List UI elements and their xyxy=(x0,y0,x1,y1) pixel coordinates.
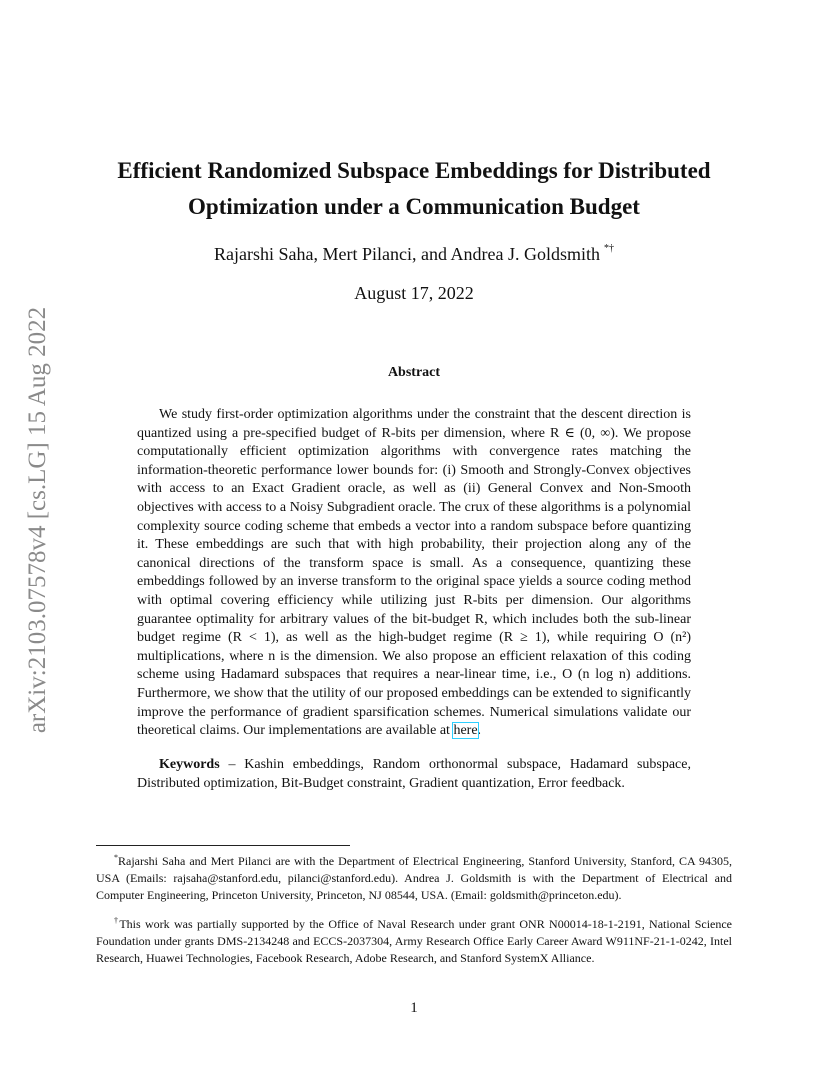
footnote-1-mark: * xyxy=(114,853,118,862)
abstract-heading: Abstract xyxy=(387,365,441,380)
author-footnote-marks: *† xyxy=(603,243,614,254)
footnote-2 xyxy=(96,912,732,968)
paper-title xyxy=(90,153,738,225)
title-line-2: Optimization under a Communication Budget xyxy=(188,194,640,219)
abstract-body xyxy=(137,406,691,741)
paper-date: August 17, 2022 xyxy=(354,283,474,303)
author-list xyxy=(90,243,738,265)
keywords-text: – Kashin embeddings, Random orthonormal subspace, Hadamard subspace, Distributed optimization, Bit-Budget constraint, Gradient quantization, Error feedback. xyxy=(137,757,691,791)
implementation-link[interactable]: here xyxy=(453,723,478,739)
arxiv-identifier: arXiv:2103.07578v4 [cs.LG] 15 Aug 2022 xyxy=(24,306,51,734)
title-line-1: Efficient Randomized Subspace Embeddings for Distributed xyxy=(117,158,711,183)
footnote-1 xyxy=(96,849,732,905)
author-names: Rajarshi Saha, Mert Pilanci, and Andrea J. Goldsmith xyxy=(214,244,600,264)
keywords-paragraph xyxy=(137,756,691,793)
footnote-divider xyxy=(96,845,350,846)
abstract-end: . xyxy=(477,723,482,739)
footnote-1-text: Rajarshi Saha and Mert Pilanci are with the Department of Electrical Engineering, Stanford University, Stanford, CA 94305, USA (Emails: rajsaha@stanford.edu, pilanci@stanford.edu). Andrea J. Goldsmith is with the Department of Electrical and Computer Engineering, Princeton University, Princeton, NJ 08544, USA. (Email: goldsmith@princeton.edu). xyxy=(96,854,732,903)
page-number: 1 xyxy=(410,1000,418,1016)
footnote-2-mark: † xyxy=(114,916,120,925)
keywords-label: Keywords xyxy=(159,757,220,772)
arxiv-sidebar-stamp xyxy=(18,280,58,760)
abstract-text: We study first-order optimization algorithms under the constraint that the descent direction is quantized using a pre-specified budget of R-bits per dimension, where R ∈ (0, ∞). We propose computationally efficient optimization algorithms with convergence rates matching the information-theoretic performance lower bounds for: (i) Smooth and Strongly-Convex objectives with access to an Exact Gradient oracle, as well as (ii) General Convex and Non-Smooth objectives with access to a Noisy Subgradient oracle. The crux of these algorithms is a polynomial complexity source coding scheme that embeds a vector into a random subspace before quantizing it. These embeddings are such that with high probability, their projection along any of the canonical directions of the transform space is small. As a consequence, quantizing these embeddings followed by an inverse transform to the original space yields a source coding method with optimal covering efficiency while utilizing just R-bits per dimension. Our algorithms guarantee optimality for arbitrary values of the bit-budget R, which includes both the sub-linear budget regime (R < 1), as well as the high-budget regime (R ≥ 1), while requiring O (n²) multiplications, where n is the dimension. We also propose an efficient relaxation of this coding scheme using Hadamard subspaces that requires a near-linear time, i.e., O (n log n) additions. Furthermore, we show that the utility of our proposed embeddings can be extended to significantly improve the performance of gradient sparsification schemes. Numerical simulations validate our theoretical claims. Our implementations are available at xyxy=(137,407,691,739)
footnote-2-text: This work was partially supported by the Office of Naval Research under grant ONR N00014-18-1-2191, National Science Foundation under grants DMS-2134248 and ECCS-2037304, Army Research Office Early Career Award W911NF-21-1-0242, Intel Research, Huawei Technologies, Facebook Research, Adobe Research, and Stanford SystemX Alliance. xyxy=(96,917,733,966)
